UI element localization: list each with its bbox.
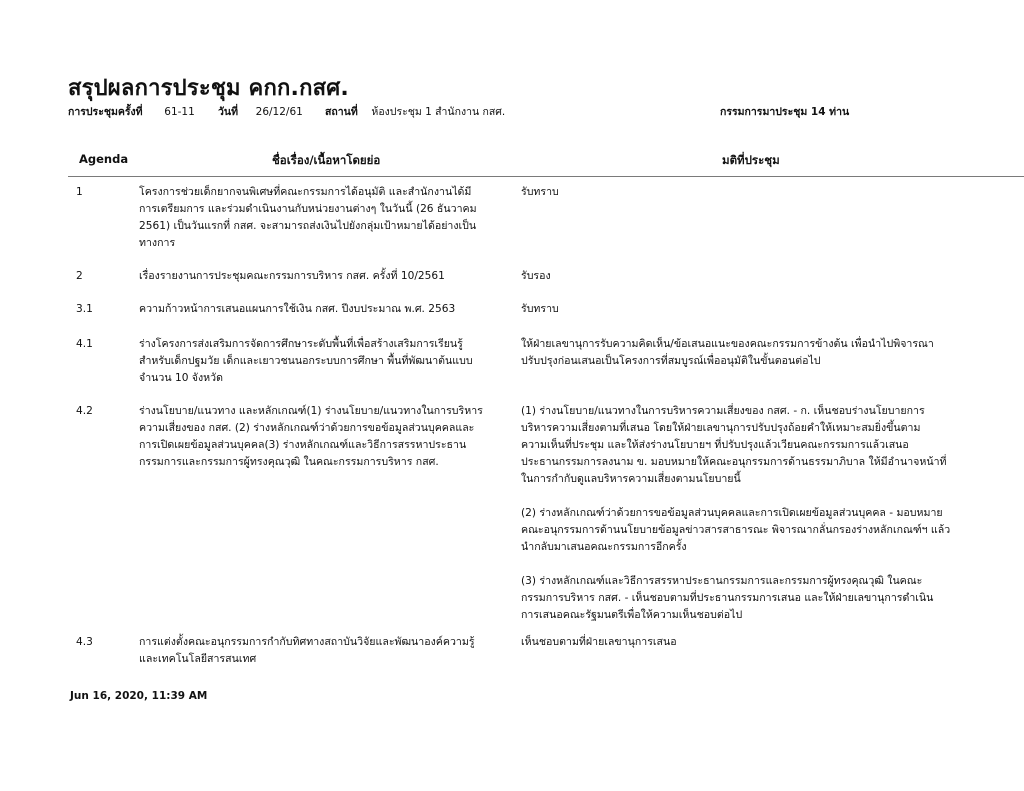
- resolution-line: ความเห็นที่ประชุม และให้ส่งร่างนโยบายฯ ที่ปรับปรุงแล้วเวียนคณะกรรมการแล้วเสนอ: [521, 439, 909, 451]
- agenda-number: 1: [76, 186, 83, 198]
- agenda-number: 2: [76, 270, 83, 282]
- agenda-number: 4.3: [76, 636, 93, 648]
- meeting-number-label: การประชุมครั้งที่: [68, 106, 143, 118]
- resolution-line: ในการกำกับดูแลบริหารความเสี่ยงตามนโยบายนี้: [521, 473, 741, 485]
- agenda-number: 4.2: [76, 405, 93, 417]
- print-timestamp: Jun 16, 2020, 11:39 AM: [70, 690, 208, 702]
- meeting-date-value: 26/12/61: [255, 106, 303, 118]
- resolution-line: คณะอนุกรรมการด้านนโยบายข้อมูลข่าวสารสาธารณะ พิจารณากลั่นกรองร่างหลักเกณฑ์ฯ แล้ว: [521, 524, 951, 536]
- resolution-line: นำกลับมาเสนอคณะกรรมการอีกครั้ง: [521, 541, 687, 553]
- subject-line: ความเสี่ยงของ กสศ. (2) ร่างหลักเกณฑ์ว่าด้วยการขอข้อมูลส่วนบุคคลและ: [139, 422, 475, 434]
- resolution-line: ปรับปรุงก่อนเสนอเป็นโครงการที่สมบูรณ์เพื่ออนุมัติในขั้นตอนต่อไป: [521, 355, 821, 367]
- resolution-line: (1) ร่างนโยบาย/แนวทางในการบริหารความเสี่ยงของ กสศ. - ก. เห็นชอบร่างนโยบายการ: [521, 405, 925, 417]
- resolution-line: กรรมการบริหาร กสศ. - เห็นชอบตามที่ประธานกรรมการเสนอ และให้ฝ่ายเลขานุการดำเนิน: [521, 592, 934, 604]
- subject-line: ทางการ: [139, 237, 176, 249]
- resolution-line: เห็นชอบตามที่ฝ่ายเลขานุการเสนอ: [521, 636, 677, 648]
- resolution-line: การเสนอคณะรัฐมนตรีเพื่อให้ความเห็นชอบต่อไป: [521, 609, 743, 621]
- header-divider: [68, 176, 1024, 177]
- subject-line: 2561) เป็นวันแรกที่ กสศ. จะสามารถส่งเงินไปยังกลุ่มเป้าหมายได้อย่างเป็น: [139, 220, 477, 232]
- column-header-agenda: Agenda: [79, 152, 129, 166]
- agenda-number: 4.1: [76, 338, 93, 350]
- subject-line: ร่างโครงการส่งเสริมการจัดการศึกษาระดับพื้นที่เพื่อสร้างเสริมการเรียนรู้: [139, 338, 463, 350]
- meeting-place-label: สถานที่: [325, 106, 358, 118]
- resolution-line: ประธานกรรมการลงนาม ข. มอบหมายให้คณะอนุกรรมการด้านธรรมาภิบาล ให้มีอำนาจหน้าที่: [521, 456, 947, 468]
- subject-line: โครงการช่วยเด็กยากจนพิเศษที่คณะกรรมการได้อนุมัติ และสำนักงานได้มี: [139, 186, 472, 198]
- resolution-line: ให้ฝ่ายเลขานุการรับความคิดเห็น/ข้อเสนอแนะของคณะกรรมการข้างต้น เพื่อนำไปพิจารณา: [521, 338, 934, 350]
- subject-line: สำหรับเด็กปฐมวัย เด็กและเยาวชนนอกระบบการศึกษา พื้นที่พัฒนาต้นแบบ: [139, 355, 473, 367]
- subject-line: การแต่งตั้งคณะอนุกรรมการกำกับทิศทางสถาบันวิจัยและพัฒนาองค์ความรู้: [139, 636, 475, 648]
- subject-line: เรื่องรายงานการประชุมคณะกรรมการบริหาร กสศ. ครั้งที่ 10/2561: [139, 270, 445, 282]
- subject-line: และเทคโนโลยีสารสนเทศ: [139, 653, 257, 665]
- meeting-number: [68, 103, 195, 120]
- resolution-line: รับทราบ: [521, 303, 559, 315]
- meeting-date-label: วันที่: [218, 106, 238, 118]
- resolution-line: (3) ร่างหลักเกณฑ์และวิธีการสรรหาประธานกรรมการและกรรมการผู้ทรงคุณวุฒิ ในคณะ: [521, 575, 923, 587]
- resolution-line: (2) ร่างหลักเกณฑ์ว่าด้วยการขอข้อมูลส่วนบุคคลและการเปิดเผยข้อมูลส่วนบุคคล - มอบหมาย: [521, 507, 943, 519]
- page-title: สรุปผลการประชุม คกก.กสศ.: [68, 76, 349, 101]
- meeting-place: [325, 103, 505, 120]
- agenda-number: 3.1: [76, 303, 93, 315]
- subject-line: ร่างนโยบาย/แนวทาง และหลักเกณฑ์(1) ร่างนโยบาย/แนวทางในการบริหาร: [139, 405, 483, 417]
- subject-line: กรรมการและกรรมการผู้ทรงคุณวุฒิ ในคณะกรรมการบริหาร กสศ.: [139, 456, 439, 468]
- meeting-number-value: 61-11: [164, 106, 195, 118]
- meeting-date: [218, 103, 303, 120]
- subject-line: การเตรียมการ และร่วมดำเนินงานกับหน่วยงานต่างๆ ในวันนี้ (26 ธันวาคม: [139, 203, 477, 215]
- subject-line: ความก้าวหน้าการเสนอแผนการใช้เงิน กสศ. ปีงบประมาณ พ.ศ. 2563: [139, 303, 456, 315]
- column-header-resolution: มติที่ประชุม: [722, 153, 780, 167]
- subject-line: จำนวน 10 จังหวัด: [139, 372, 223, 384]
- resolution-line: รับทราบ: [521, 186, 559, 198]
- meeting-place-value: ห้องประชุม 1 สำนักงาน กสศ.: [371, 106, 506, 118]
- attendance-count: กรรมการมาประชุม 14 ท่าน: [720, 106, 850, 118]
- column-header-subject: ชื่อเรื่อง/เนื้อหาโดยย่อ: [272, 153, 381, 167]
- resolution-line: บริหารความเสี่ยงตามที่เสนอ โดยให้ฝ่ายเลขานุการปรับปรุงถ้อยคำให้เหมาะสมยิ่งขึ้นตาม: [521, 422, 921, 434]
- resolution-line: รับรอง: [521, 270, 551, 282]
- subject-line: การเปิดเผยข้อมูลส่วนบุคคล(3) ร่างหลักเกณฑ์และวิธีการสรรหาประธาน: [139, 439, 467, 451]
